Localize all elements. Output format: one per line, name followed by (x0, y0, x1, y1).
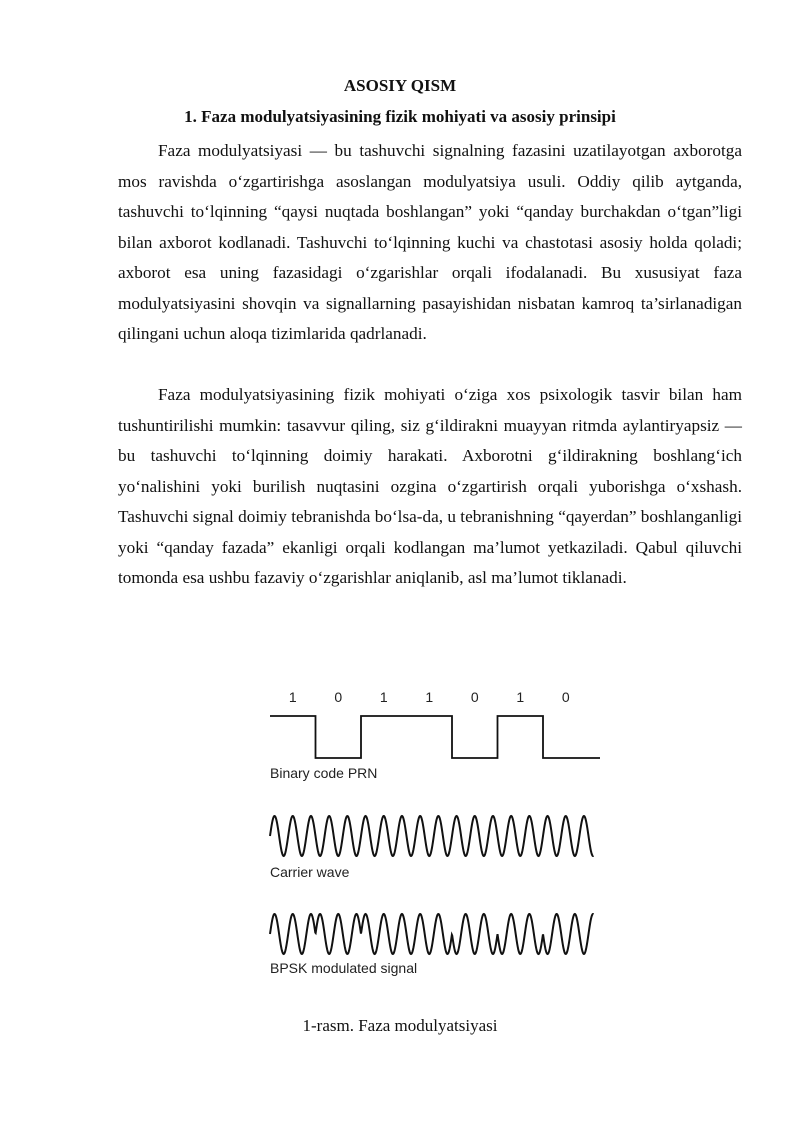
binary-code-label: Binary code PRN (270, 765, 378, 781)
section-title: ASOSIY QISM (343, 76, 457, 95)
carrier-wave-label: Carrier wave (270, 864, 350, 880)
bit-labels (289, 689, 570, 705)
bit-label: 1 (288, 689, 297, 705)
subsection-title: 1. Faza modulyatsiyasining fizik mohiyati va asosiy prinsipi (184, 107, 616, 126)
paragraph-1: Faza modulyatsiyasi — bu tashuvchi signalning fazasini uzatilayotgan axborotga mos ravishda o‘zgartirishga asoslangan modulyatsiya usuli. Oddiy qilib aytganda, tashuvchi to‘lqinning “qaysi nuqtada boshlangan” yoki “qanday burchakdan o‘tgan”ligi bilan axborot kodlanadi. Tashuvchi to‘lqinning kuchi va chastotasi asosiy holda qoladi; axborot esa uning fazasidagi o‘zgarishlar orqali ifodalanadi. Bu xususiyat faza modulyatsiyasini shovqin va signallarning pasayishidan nisbatan kamroq ta’sirlanadigan qilingani uchun aloqa tizimlarida qadrlanadi. (118, 141, 742, 343)
carrier-waveform (270, 816, 594, 856)
bit-label: 1 (516, 689, 525, 705)
bit-label: 1 (379, 689, 388, 705)
bit-label: 0 (334, 689, 343, 705)
figure-caption: 1-rasm. Faza modulyatsiyasi (302, 1016, 498, 1035)
bit-label: 0 (470, 689, 479, 705)
bpsk-signal-label: BPSK modulated signal (270, 960, 418, 976)
bit-label: 0 (561, 689, 570, 705)
phase-modulation-figure (250, 680, 600, 980)
bpsk-waveform (270, 914, 594, 954)
paragraph-2: Faza modulyatsiyasining fizik mohiyati o‘ziga xos psixologik tasvir bilan ham tushuntirilishi mumkin: tasavvur qiling, siz g‘ildirakni muayyan ritmda aylantiryapsiz — bu tashuvchi to‘lqinning doimiy harakati. Axborotni g‘ildirakning boshlang‘ich yo‘nalishini yoki burilish nuqtasini ozgina o‘zgartirish orqali yuborishga o‘xshash. Tashuvchi signal doimiy tebranishda bo‘lsa-da, u tebranishning “qayerdan” boshlanganligi yoki “qanday fazada” ekanligi orqali kodlangan ma’lumot yetkaziladi. Qabul qiluvchi tomonda esa ushbu fazaviy o‘zgarishlar aniqlanib, asl ma’lumot tiklanadi. (118, 385, 742, 587)
binary-code-waveform (270, 716, 600, 758)
bit-label: 1 (425, 689, 434, 705)
